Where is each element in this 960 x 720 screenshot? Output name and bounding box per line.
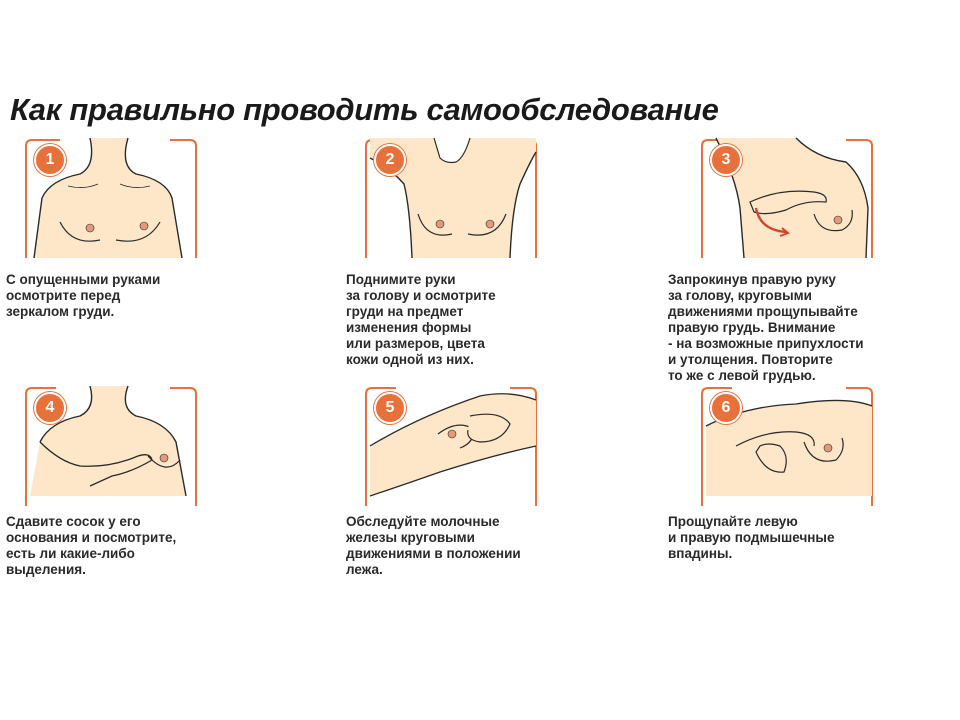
step-2-number-badge: 2 [374, 144, 406, 176]
step-2-caption: Поднимите руки за голову и осмотрите груди на предмет изменения формы или размеров, цвета кожи одной из них. [346, 272, 496, 367]
step-5-caption: Обследуйте молочные железы круговыми движениями в положении лежа. [346, 514, 521, 577]
step-1-number-badge: 1 [34, 144, 66, 176]
step-3-caption: Запрокинув правую руку за голову, круговыми движениями прощупывайте правую грудь. Внимание - на возможные припухлости и утолщения. Повторите то же с левой грудью. [668, 272, 864, 383]
step-4-caption: Сдавите сосок у его основания и посмотрите, есть ли какие-либо выделения. [6, 514, 177, 577]
step-4-illustration [20, 386, 198, 506]
step-2-illustration [360, 138, 538, 258]
page-title: Как правильно проводить самообследование [10, 92, 719, 127]
step-6-illustration [696, 386, 874, 506]
step-3-number-badge: 3 [710, 144, 742, 176]
step-6-number-badge: 6 [710, 392, 742, 424]
step-1-illustration [20, 138, 198, 258]
step-5-illustration [360, 386, 538, 506]
step-6-caption: Прощупайте левую и правую подмышечные впадины. [668, 514, 835, 561]
step-3-illustration [696, 138, 874, 258]
step-5-number-badge: 5 [374, 392, 406, 424]
step-4-number-badge: 4 [34, 392, 66, 424]
step-1-caption: С опущенными руками осмотрите перед зеркалом груди. [6, 272, 161, 319]
